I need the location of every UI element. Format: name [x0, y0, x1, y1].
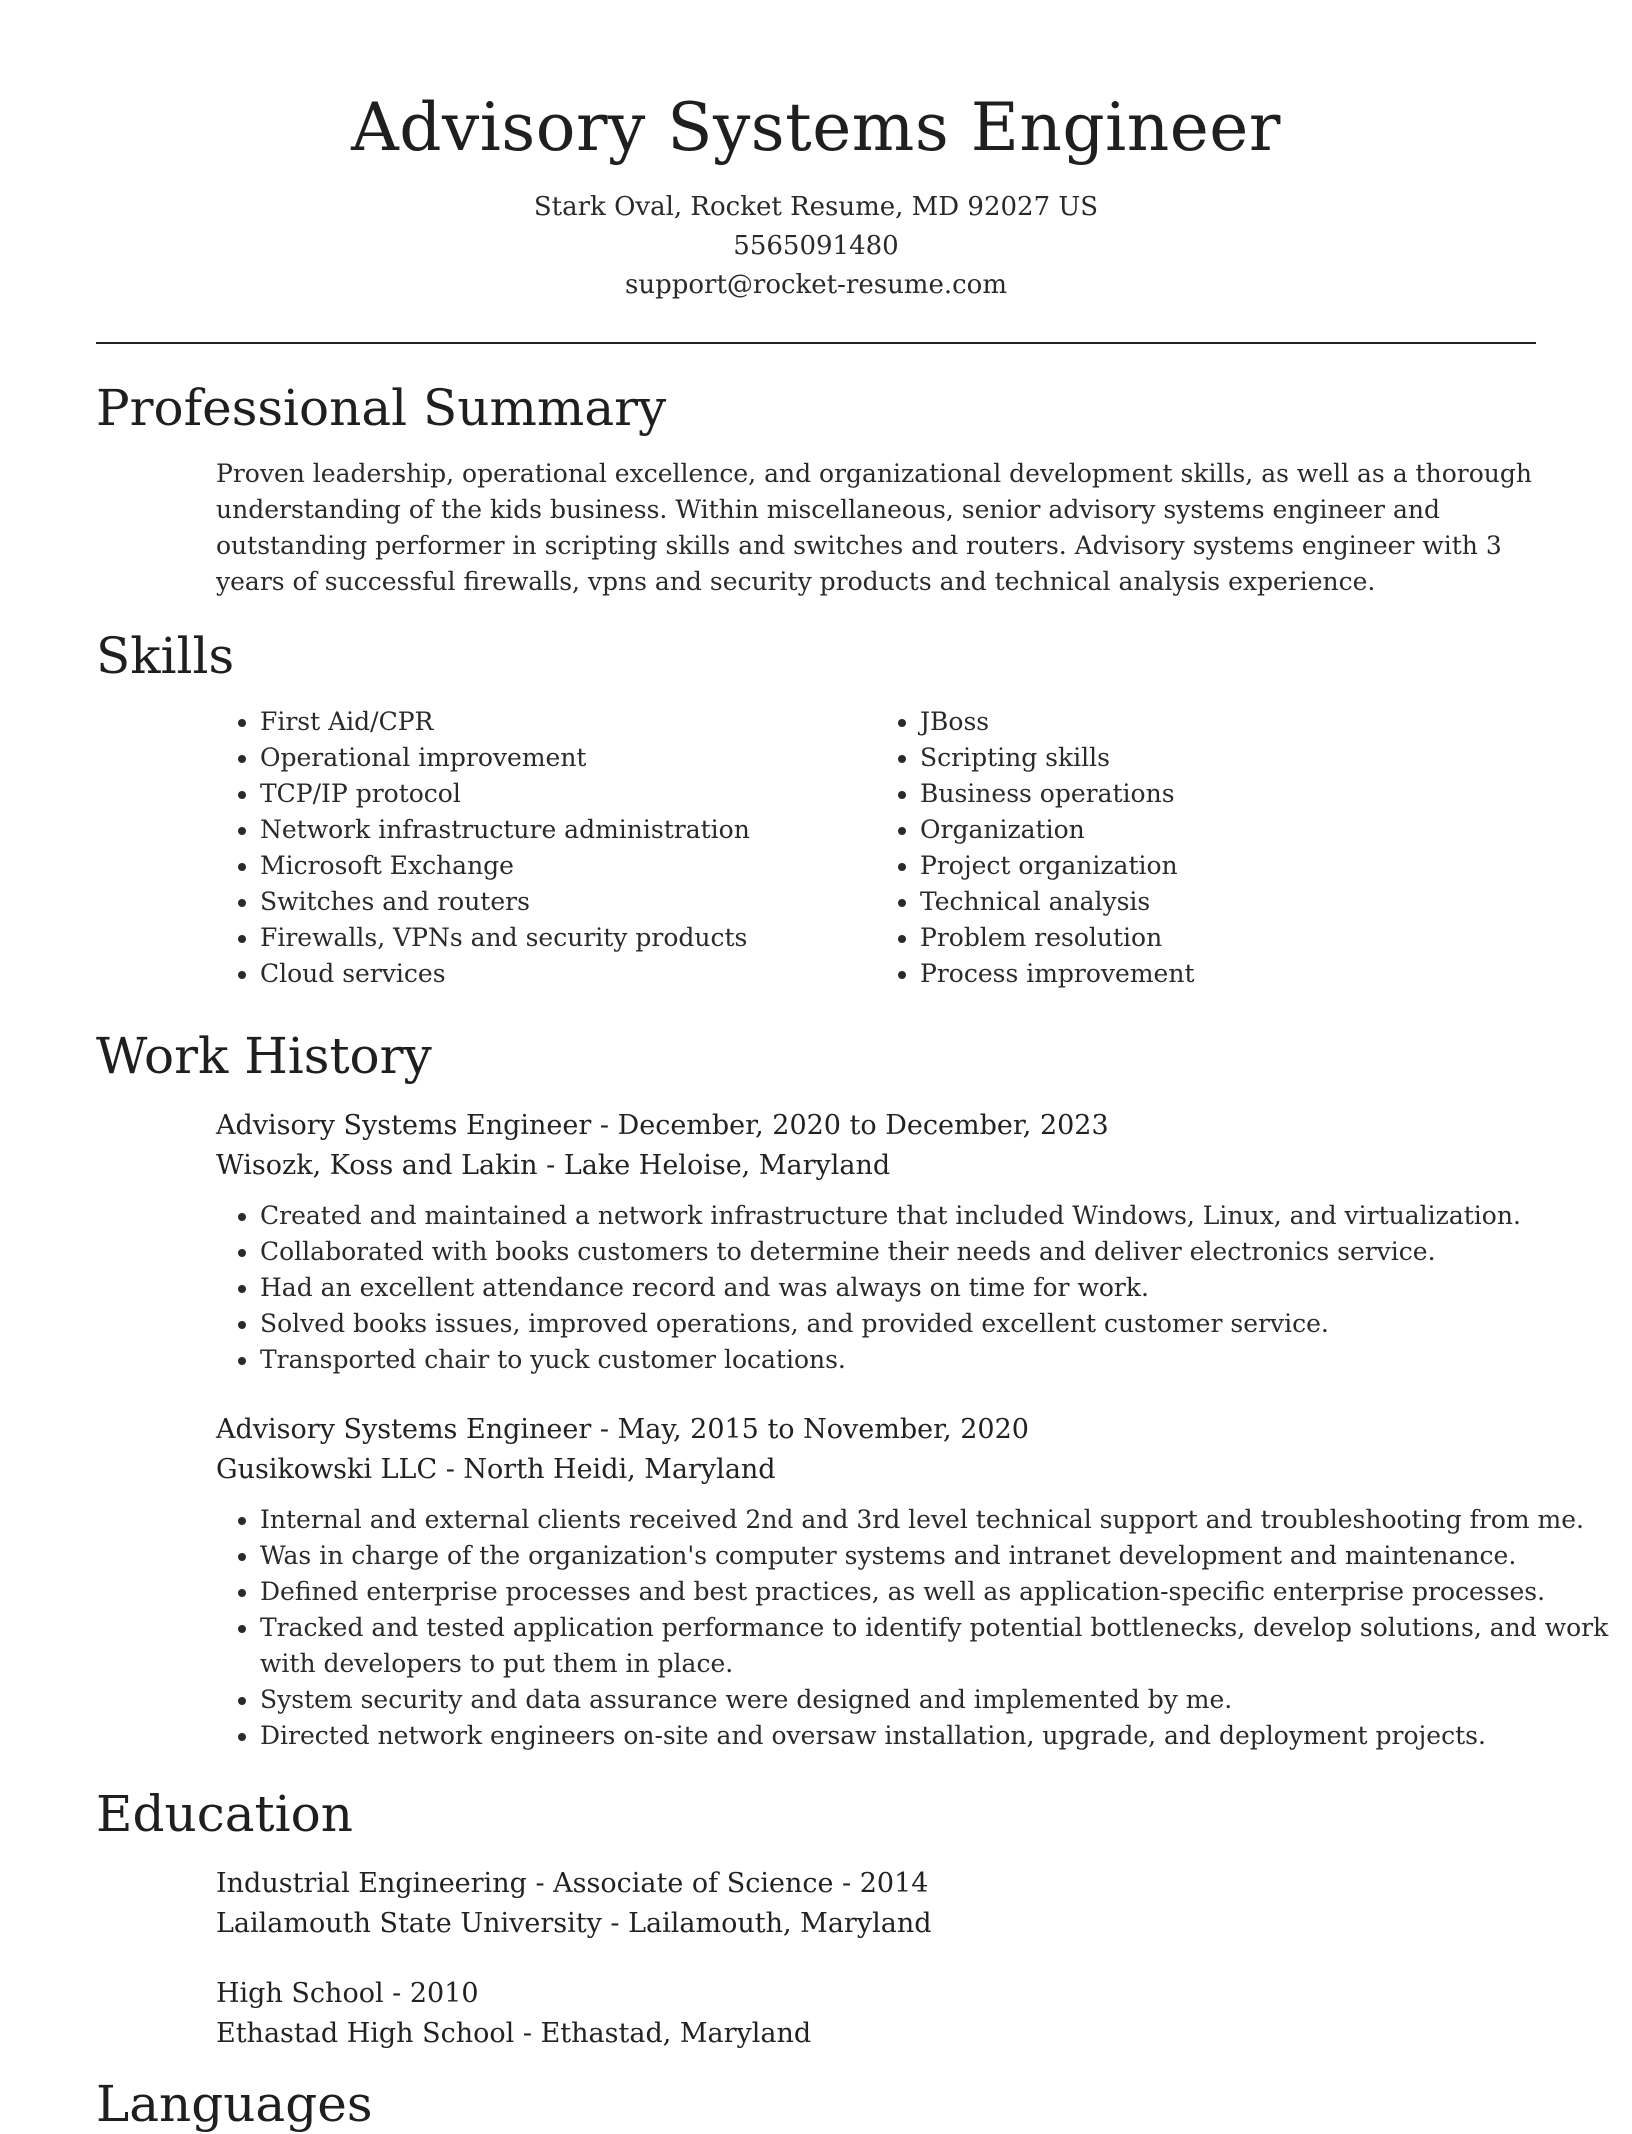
skill-item: • Scripting skills	[920, 740, 1536, 776]
job-bullets	[96, 1502, 1632, 1754]
skill-item: • Operational improvement	[260, 740, 876, 776]
job-bullets	[96, 1198, 1536, 1378]
job-title-line	[216, 1106, 1536, 1146]
job-bullet: • Solved books issues, improved operations, and provided excellent customer service.	[260, 1306, 1536, 1342]
job-location: - Lake Heloise, Maryland	[537, 1150, 891, 1181]
skills-left-list	[216, 704, 876, 992]
skill-item: • Switches and routers	[260, 884, 876, 920]
job-location: - North Heidi, Maryland	[437, 1454, 776, 1485]
job-bullet: • Had an excellent attendance record and was always on time for work.	[260, 1270, 1536, 1306]
work-section	[96, 1026, 1609, 1754]
job-bullet: • Directed network engineers on-site and oversaw installation, upgrade, and deployment projects.	[260, 1718, 1632, 1754]
education-location: - Ethastad, Maryland	[514, 2018, 812, 2049]
job-title-line	[216, 1410, 1536, 1450]
job-bullet: • Created and maintained a network infrastructure that included Windows, Linux, and virtualization.	[260, 1198, 1536, 1234]
work-heading: Work History	[96, 1027, 432, 1085]
skill-item: • Business operations	[920, 776, 1536, 812]
education-location: - Lailamouth, Maryland	[601, 1908, 932, 1939]
skills-section	[96, 626, 1536, 992]
skills-heading: Skills	[96, 627, 235, 685]
job-bullet: • Tracked and tested application performance to identify potential bottlenecks, develop solutions, and work with developers to put them in place.	[260, 1610, 1632, 1682]
contact-info	[0, 188, 1632, 305]
job-bullet: • Defined enterprise processes and best practices, as well as application-specific enterprise processes.	[260, 1574, 1632, 1610]
job-bullet: • Transported chair to yuck customer locations.	[260, 1342, 1536, 1378]
skill-item: • TCP/IP protocol	[260, 776, 876, 812]
summary-section	[96, 378, 1536, 600]
skill-item: • First Aid/CPR	[260, 704, 876, 740]
job-company: Wisozk, Koss and Lakin	[216, 1150, 538, 1181]
education-entry	[216, 1974, 1536, 2054]
education-year: - 2010	[383, 1978, 479, 2009]
education-school: Lailamouth State University	[216, 1908, 602, 1939]
education-degree-line	[216, 1974, 1536, 2014]
education-entry	[216, 1864, 1536, 1944]
job-bullet: • Was in charge of the organization's computer systems and intranet development and maintenance.	[260, 1538, 1632, 1574]
skill-item: • Process improvement	[920, 956, 1536, 992]
skill-item: • Microsoft Exchange	[260, 848, 876, 884]
skill-item: • Project organization	[920, 848, 1536, 884]
skills-right-list	[876, 704, 1536, 992]
resume-header	[0, 0, 1632, 305]
job-bullet: • Internal and external clients received 2nd and 3rd level technical support and troubleshooting from me.	[260, 1502, 1632, 1538]
job-dates: - May, 2015 to November, 2020	[591, 1414, 1029, 1445]
skill-item: • Cloud services	[260, 956, 876, 992]
job-entry	[216, 1106, 1536, 1378]
summary-text: Proven leadership, operational excellence, and organizational development skills, as well as a thorough understanding of the kids business. Within miscellaneous, senior advisory systems engineer and outstanding performer in scripting skills and switches and routers. Advisory systems engineer with 3 years of successful firewalls, vpns and security products and technical analysis experience.	[216, 459, 1532, 596]
header-divider	[96, 342, 1536, 344]
job-title: Advisory Systems Engineer	[216, 1110, 592, 1141]
address: Stark Oval, Rocket Resume, MD 92027 US	[533, 192, 1099, 222]
education-school-line	[216, 1904, 1536, 1944]
education-degree: High School	[216, 1978, 384, 2009]
job-title: Advisory Systems Engineer	[216, 1414, 592, 1445]
education-year: - 2014	[833, 1868, 929, 1899]
education-heading: Education	[96, 1785, 353, 1843]
job-company-line	[216, 1450, 1536, 1490]
job-entry	[216, 1410, 1609, 1754]
resume-title: Advisory Systems Engineer	[351, 89, 1281, 166]
job-bullet: • Collaborated with books customers to determine their needs and deliver electronics service.	[260, 1234, 1536, 1270]
skill-item: • Firewalls, VPNs and security products	[260, 920, 876, 956]
languages-section	[96, 2074, 1536, 2134]
skill-item: • JBoss	[920, 704, 1536, 740]
job-dates: - December, 2020 to December, 2023	[591, 1110, 1109, 1141]
skill-item: • Problem resolution	[920, 920, 1536, 956]
education-degree: Industrial Engineering - Associate of Science	[216, 1868, 834, 1899]
phone: 5565091480	[733, 231, 899, 261]
languages-heading: Languages	[96, 2075, 373, 2133]
summary-heading: Professional Summary	[96, 379, 667, 437]
job-company: Gusikowski LLC	[216, 1454, 438, 1485]
job-company-line	[216, 1146, 1536, 1186]
skills-columns	[216, 704, 1536, 992]
job-bullet: • System security and data assurance were designed and implemented by me.	[260, 1682, 1632, 1718]
education-school-line	[216, 2014, 1536, 2054]
education-section	[96, 1784, 1536, 2054]
skill-item: • Technical analysis	[920, 884, 1536, 920]
education-degree-line	[216, 1864, 1536, 1904]
email: support@rocket-resume.com	[624, 270, 1007, 300]
skill-item: • Network infrastructure administration	[260, 812, 876, 848]
education-school: Ethastad High School	[216, 2018, 515, 2049]
skill-item: • Organization	[920, 812, 1536, 848]
